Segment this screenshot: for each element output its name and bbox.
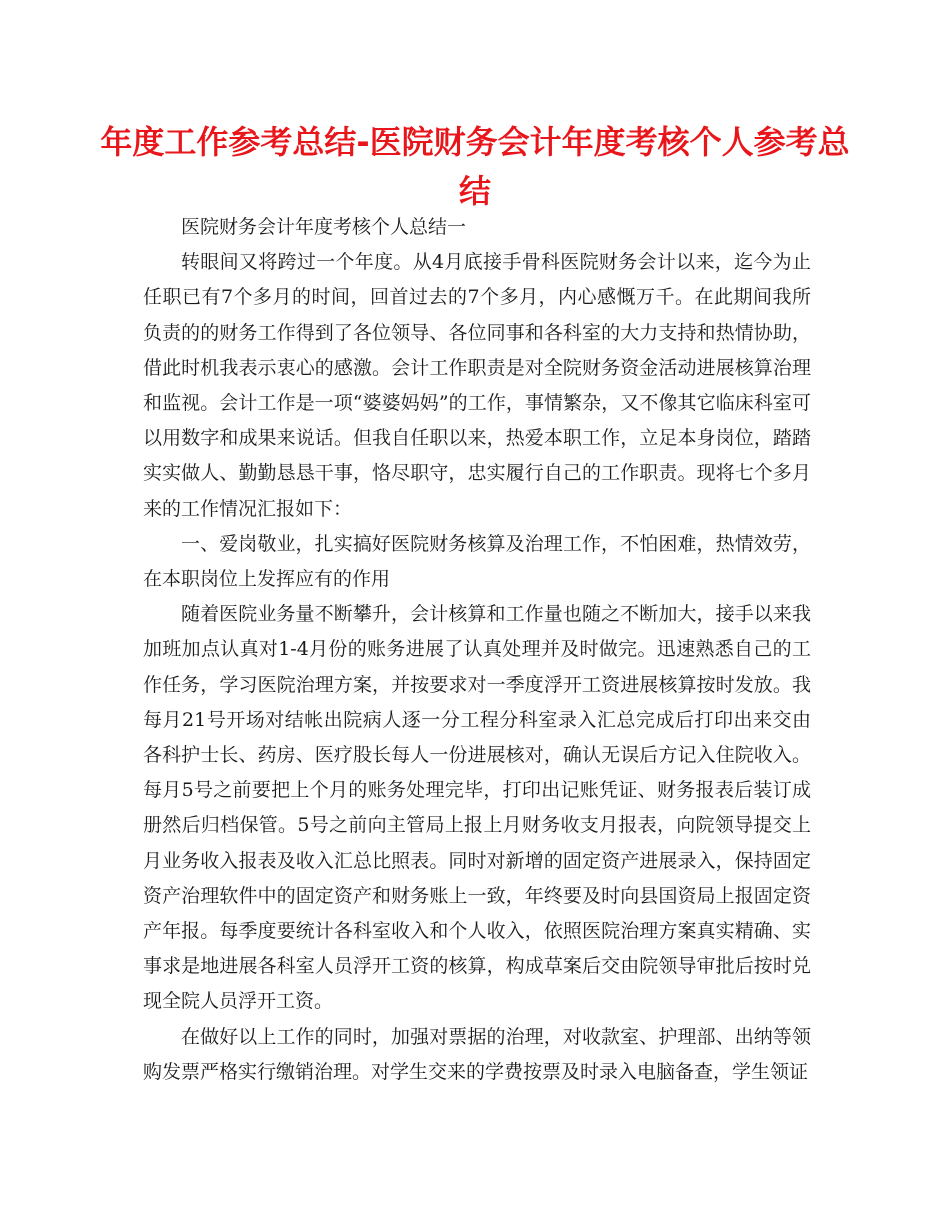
document-body bbox=[143, 210, 811, 1090]
paragraph: 转眼间又将跨过一个年度。从4月底接手骨科医院财务会计以来，迄今为止任职已有7个多月的时间，回首过去的7个多月，内心感慨万千。在此期间我所负责的的财务工作得到了各位领导、各位同事和各科室的大力支持和热情协助，借此时机我表示衷心的感激。会计工作职责是对全院财务资金活动进展核算治理和监视。会计工作是一项“婆婆妈妈”的工作，事情繁杂，又不像其它临床科室可以用数字和成果来说话。但我自任职以来，热爱本职工作，立足本身岗位，踏踏实实做人、勤勤恳恳干事，恪尽职守，忠实履行自己的工作职责。现将七个多月来的工作情况汇报如下： bbox=[143, 251, 811, 520]
paragraph: 在做好以上工作的同时，加强对票据的治理，对收款室、护理部、出纳等领购发票严格实行缴销治理。对学生交来的学费按票及时录入电脑备查，学生领证 bbox=[143, 1025, 811, 1083]
section-heading: 医院财务会计年度考核个人总结一 bbox=[181, 216, 467, 238]
document-title: 年度工作参考总结-医院财务会计年度考核个人参考总结 bbox=[100, 123, 850, 210]
paragraph: 随着医院业务量不断攀升，会计核算和工作量也随之不断加大，接手以来我加班加点认真对1-4月份的账务进展了认真处理并及时做完。迅速熟悉自己的工作任务，学习医院治理方案，并按要求对一季度浮开工资进展核算按时发放。我每月21号开场对结帐出院病人逐一分工程分科室录入汇总完成后打印出来交由各科护士长、药房、医疗股长每人一份进展核对，确认无误后方记入住院收入。每月5号之前要把上个月的账务处理完毕，打印出记账凭证、财务报表后装订成册然后归档保管。5号之前向主管局上报上月财务收支月报表，向院领导提交上月业务收入报表及收入汇总比照表。同时对新增的固定资产进展录入，保持固定资产治理软件中的固定资产和财务账上一致，年终要及时向县国资局上报固定资产年报。每季度要统计各科室收入和个人收入，依照医院治理方案真实精确、实事求是地进展各科室人员浮开工资的核算，构成草案后交由院领导审批后按时兑现全院人员浮开工资。 bbox=[143, 603, 811, 1013]
section-heading: 一、爱岗敬业，扎实搞好医院财务核算及治理工作，不怕困难，热情效劳，在本职岗位上发挥应有的作用 bbox=[143, 532, 811, 591]
